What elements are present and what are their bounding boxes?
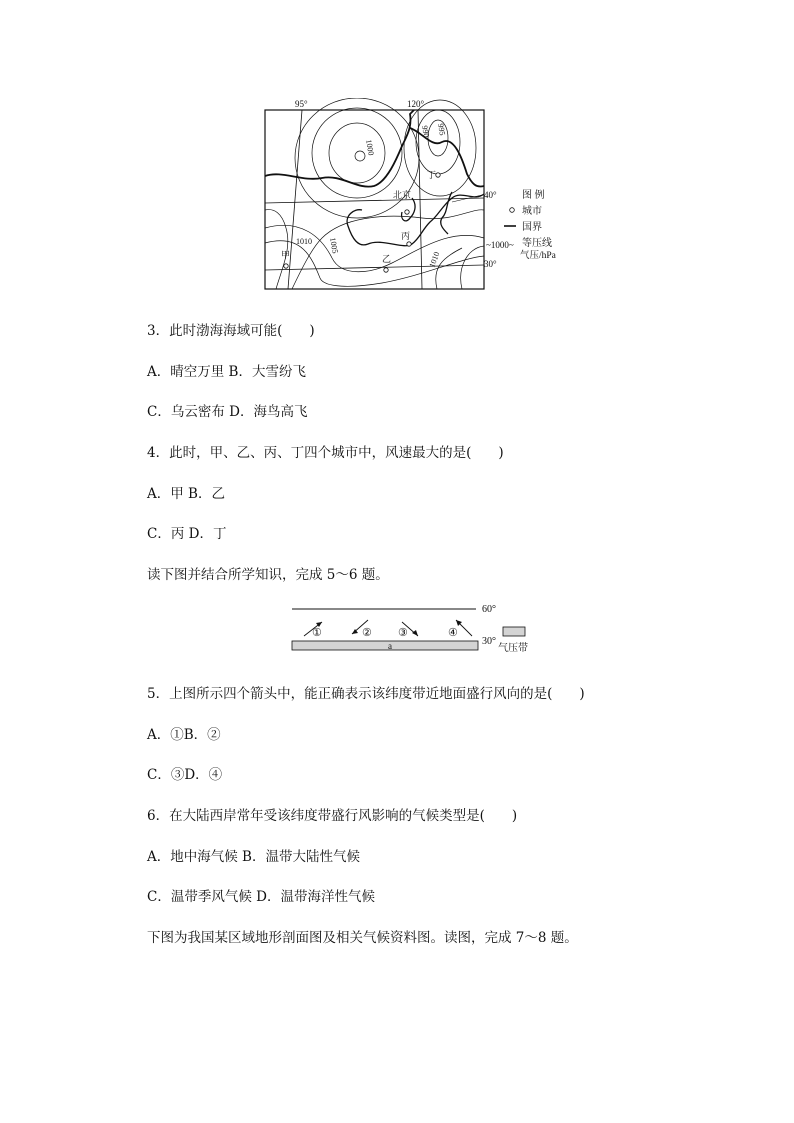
- lat-40-label: 40°: [484, 190, 497, 200]
- city-yi-label: 乙: [382, 254, 392, 264]
- question-3-options-cd: C．乌云密布 D．海鸟高飞: [147, 404, 308, 420]
- city-jia-marker: [284, 264, 288, 268]
- arrow-4-label: ④: [448, 627, 458, 639]
- city-jia-label: 甲: [281, 250, 291, 260]
- legend-unit-label: 气压/hPa: [520, 251, 556, 261]
- legend-city-label: 城市: [522, 206, 542, 217]
- lon-120-label: 120°: [407, 99, 425, 109]
- legend-pressure-belt-swatch: [503, 627, 525, 636]
- city-beijing-label: 北京: [393, 190, 412, 200]
- fig-lat-60-label: 60°: [482, 604, 496, 615]
- legend-pressure-belt-label: 气压带: [498, 643, 528, 654]
- question-6-options-cd: C．温带季风气候 D．温带海洋性气候: [147, 889, 375, 905]
- city-bing-label: 丙: [401, 231, 411, 241]
- lon-95-label: 95°: [295, 99, 308, 109]
- legend-city-symbol: [510, 208, 515, 213]
- city-yi-marker: [384, 268, 388, 272]
- wind-belt-figure: [286, 600, 546, 658]
- parallel-30: [265, 265, 484, 270]
- city-ding-label: 丁: [427, 170, 437, 180]
- question-6: 6．在大陆西岸常年受该纬度带盛行风影响的气候类型是( ): [147, 808, 518, 824]
- korea-coast: [441, 192, 452, 234]
- isobar-1010-label: 1010: [296, 237, 312, 246]
- arrow-3-head: [412, 630, 418, 636]
- question-3-options-ab: A．晴空万里 B．大雪纷飞: [147, 364, 306, 380]
- arrow-3-label: ③: [398, 627, 408, 639]
- question-5: 5．上图所示四个箭头中，能正确表示该纬度带近地面盛行风向的是( ): [147, 686, 585, 702]
- isobar-1005-label: 1005: [328, 236, 340, 255]
- fig-lat-30-label: 30°: [482, 636, 496, 647]
- intro-5-6: 读下图并结合所学知识，完成 5～6 题。: [147, 567, 389, 583]
- legend-isobar-label: 等压线: [522, 238, 552, 249]
- city-ding-marker: [436, 173, 440, 177]
- intro-7-8: 下图为我国某区域地形剖面图及相关气候资料图。读图，完成 7～8 题。: [147, 930, 578, 946]
- coastline: [347, 194, 484, 246]
- city-beijing-marker: [405, 210, 409, 214]
- isobar-1010b-label: 1010: [427, 250, 442, 269]
- pressure-belt-a: [292, 641, 478, 650]
- question-6-options-ab: A．地中海气候 B．温带大陆性气候: [147, 849, 360, 865]
- legend-border-label: 国界: [522, 222, 542, 233]
- question-5-options-cd: C．③D．④: [147, 767, 223, 783]
- city-bing-marker: [407, 242, 411, 246]
- isobar-995-label: 995: [436, 122, 447, 137]
- question-4: 4．此时，甲、乙、丙、丁四个城市中，风速最大的是( ): [147, 445, 504, 461]
- arrow-2-label: ②: [362, 627, 372, 639]
- arrow-1-label: ①: [312, 627, 322, 639]
- isobar-1000-label: 1000: [364, 138, 376, 157]
- legend-isobar-value: 1000: [490, 240, 509, 250]
- question-4-options-cd: C．丙 D．丁: [147, 526, 227, 542]
- legend-isobar-prefix: ~1000~: [486, 240, 514, 250]
- isobars: [265, 98, 484, 289]
- meridian-95: [288, 110, 302, 289]
- question-4-options-ab: A．甲 B．乙: [147, 486, 225, 502]
- legend-title: 图 例: [522, 190, 545, 201]
- belt-a-label: a: [388, 641, 392, 651]
- isobar-map: [262, 98, 592, 298]
- lat-30-label: 30°: [484, 259, 497, 269]
- question-3: 3．此时渤海海域可能( ): [147, 323, 315, 339]
- question-5-options-ab: A．①B．②: [147, 727, 221, 743]
- isobar-990-label: 990: [420, 124, 431, 139]
